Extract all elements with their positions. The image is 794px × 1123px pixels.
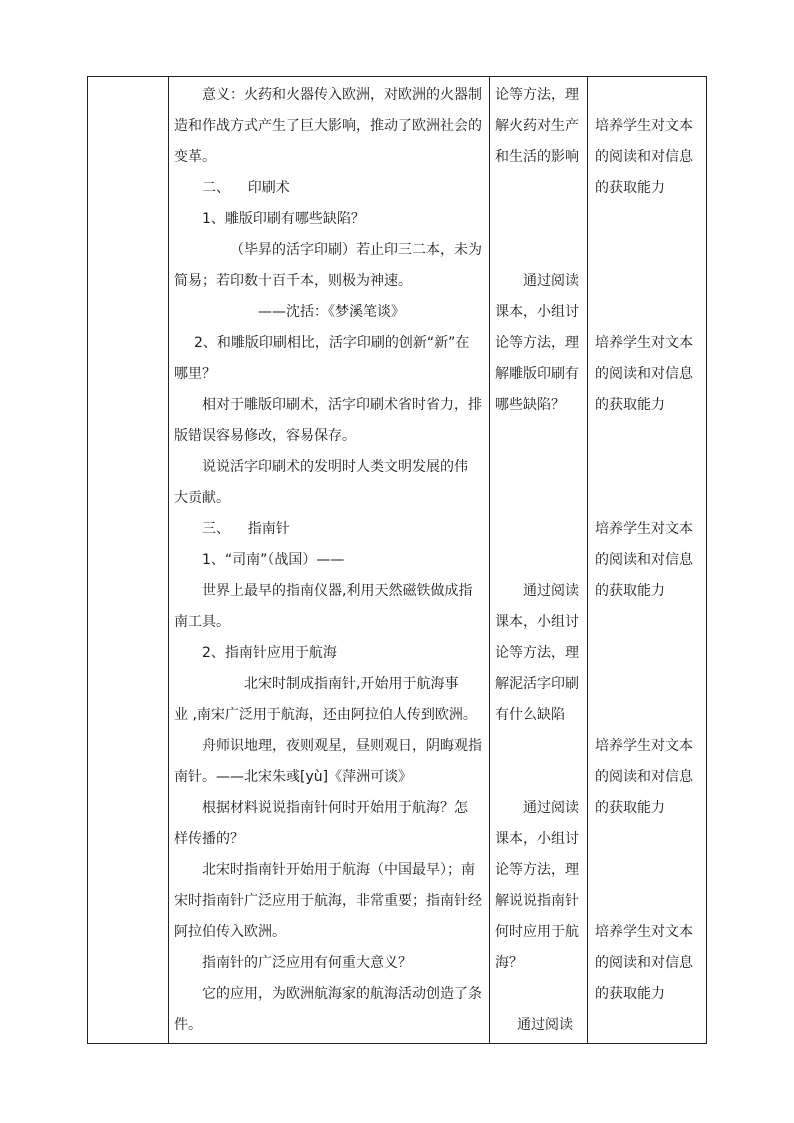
content-line: 说说活字印刷术的发明时人类文明发展的伟	[202, 459, 468, 475]
content-line: 阿拉伯传入欧洲。	[174, 924, 286, 940]
content-line: （毕昇的活字印刷）若止印三二本，未为	[230, 242, 482, 258]
student-line: 论等方法，理	[495, 335, 579, 351]
purpose-line: 培养学生对文本	[595, 738, 693, 754]
content-line: 舟师识地理，夜则观星，昼则观日，阴晦观指	[202, 738, 482, 754]
student-line: 通过阅读	[517, 1017, 573, 1033]
purpose-line: 的阅读和对信息	[595, 149, 693, 165]
student-line: 解雕版印刷有	[495, 366, 579, 382]
content-line: 意义：火药和火器传入欧洲，对欧洲的火器制	[202, 87, 482, 103]
content-line: 1、“司南”（战国）——	[202, 552, 345, 568]
content-line: 件。	[174, 1017, 202, 1033]
content-line: 1、雕版印刷有哪些缺陷？	[202, 211, 365, 227]
student-line: 何时应用于航	[495, 924, 579, 940]
content-line: 2、和雕版印刷相比，活字印刷的创新“新”在	[194, 335, 470, 351]
content-line: 它的应用，为欧洲航海家的航海活动创造了条	[202, 986, 482, 1002]
section-heading: 二、 印刷术	[202, 180, 290, 196]
content-line: 2、指南针应用于航海	[202, 645, 337, 661]
purpose-line: 培养学生对文本	[595, 118, 693, 134]
purpose-line: 的阅读和对信息	[595, 552, 693, 568]
purpose-line: 的阅读和对信息	[595, 955, 693, 971]
content-line: 业 ,南宋广泛用于航海，还由阿拉伯人传到欧洲。	[174, 707, 477, 723]
student-line: 论等方法，理	[495, 862, 579, 878]
purpose-line: 的阅读和对信息	[595, 366, 693, 382]
student-line: 论等方法，理	[495, 645, 579, 661]
student-line: 通过阅读	[523, 273, 579, 289]
student-line: 课本，小组讨	[495, 304, 579, 320]
purpose-line: 培养学生对文本	[595, 335, 693, 351]
content-line: 南针。——北宋朱彧[yù]《萍洲可谈》	[174, 769, 413, 785]
content-line: 造和作战方式产生了巨大影响，推动了欧洲社会的	[174, 118, 482, 134]
column-divider	[168, 77, 169, 1043]
content-line: 北宋时指南针开始用于航海（中国最早）；南	[202, 862, 475, 878]
student-line: 解说说指南针	[495, 893, 579, 909]
content-line: 世界上最早的指南仪器,利用天然磁铁做成指	[202, 583, 473, 599]
purpose-line: 的获取能力	[595, 800, 665, 816]
content-line: 南工具。	[174, 614, 230, 630]
quote-source: ——沈括：《梦溪笔谈》	[258, 304, 405, 320]
column-divider	[489, 77, 490, 1043]
content-line: 相对于雕版印刷术，活字印刷术省时省力，排	[202, 397, 482, 413]
content-line: 宋时指南针广泛应用于航海，非常重要；指南针经	[174, 893, 482, 909]
purpose-line: 的获取能力	[595, 397, 665, 413]
student-line: 通过阅读	[523, 800, 579, 816]
student-line: 海？	[495, 955, 523, 971]
column-divider	[587, 77, 588, 1043]
content-line: 根据材料说说指南针何时开始用于航海？怎	[202, 800, 468, 816]
student-line: 和生活的影响	[495, 149, 579, 165]
content-line: 版错误容易修改，容易保存。	[174, 428, 356, 444]
purpose-line: 培养学生对文本	[595, 521, 693, 537]
purpose-line: 的获取能力	[595, 180, 665, 196]
purpose-line: 的获取能力	[595, 583, 665, 599]
student-line: 论等方法，理	[495, 87, 579, 103]
content-line: 北宋时制成指南针,开始用于航海事	[244, 676, 459, 692]
content-line: 指南针的广泛应用有何重大意义？	[202, 955, 412, 971]
content-line: 简易；若印数十百千本，则极为神速。	[174, 273, 412, 289]
student-line: 课本，小组讨	[495, 831, 579, 847]
lesson-table	[87, 76, 707, 1044]
purpose-line: 的阅读和对信息	[595, 769, 693, 785]
content-line: 哪里？	[174, 366, 216, 382]
content-line: 大贡献。	[174, 490, 230, 506]
student-line: 哪些缺陷？	[495, 397, 565, 413]
content-line: 变革。	[174, 149, 216, 165]
student-line: 课本，小组讨	[495, 614, 579, 630]
content-line: 样传播的？	[174, 831, 244, 847]
student-line: 解泥活字印刷	[495, 676, 579, 692]
purpose-line: 培养学生对文本	[595, 924, 693, 940]
student-line: 解火药对生产	[495, 118, 579, 134]
purpose-line: 的获取能力	[595, 986, 665, 1002]
student-line: 通过阅读	[523, 583, 579, 599]
student-line: 有什么缺陷	[495, 707, 565, 723]
section-heading: 三、 指南针	[202, 521, 290, 537]
